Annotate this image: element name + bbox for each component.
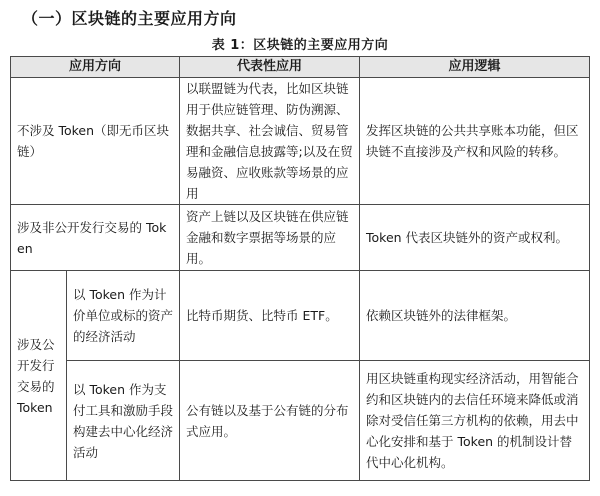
table-row — [11, 271, 590, 361]
header-application: 代表性应用 — [180, 57, 360, 78]
table-row — [11, 361, 590, 481]
sub-direction-cell: 以 Token 作为计价单位或标的资产的经济活动 — [67, 271, 180, 361]
applications-table — [10, 56, 590, 481]
application-cell: 以联盟链为代表，比如区块链用于供应链管理、防伪溯源、数据共享、社会诚信、贸易管理和金融信息披露等;以及在贸易融资、应收账款等场景的应用 — [180, 78, 360, 205]
sub-direction-cell: 以 Token 作为支付工具和激励手段构建去中心化经济活动 — [67, 361, 180, 481]
logic-cell: 用区块链重构现实经济活动，用智能合约和区块链内的去信任环境来降低或消除对受信任第三方机构的依赖，用去中心化安排和基于 Token 的机制设计替代中心化机构。 — [360, 361, 590, 481]
table-row — [11, 78, 590, 205]
header-direction: 应用方向 — [11, 57, 180, 78]
application-cell: 公有链以及基于公有链的分布式应用。 — [180, 361, 360, 481]
table-row — [11, 205, 590, 271]
application-cell: 资产上链以及区块链在供应链金融和数字票据等场景的应用。 — [180, 205, 360, 271]
application-cell: 比特币期货、比特币 ETF。 — [180, 271, 360, 361]
direction-cell: 不涉及 Token（即无币区块链） — [11, 78, 180, 205]
section-heading: （一）区块链的主要应用方向 — [22, 9, 237, 28]
logic-cell: 依赖区块链外的法律框架。 — [360, 271, 590, 361]
header-logic: 应用逻辑 — [360, 57, 590, 78]
logic-cell: Token 代表区块链外的资产或权利。 — [360, 205, 590, 271]
logic-cell: 发挥区块链的公共共享账本功能，但区块链不直接涉及产权和风险的转移。 — [360, 78, 590, 205]
direction-cell: 涉及非公开发行交易的 Token — [11, 205, 180, 271]
table-caption: 表 1：区块链的主要应用方向 — [211, 38, 389, 53]
table-header-row — [11, 57, 590, 78]
group-direction-cell: 涉及公开发行交易的 Token — [11, 271, 67, 481]
